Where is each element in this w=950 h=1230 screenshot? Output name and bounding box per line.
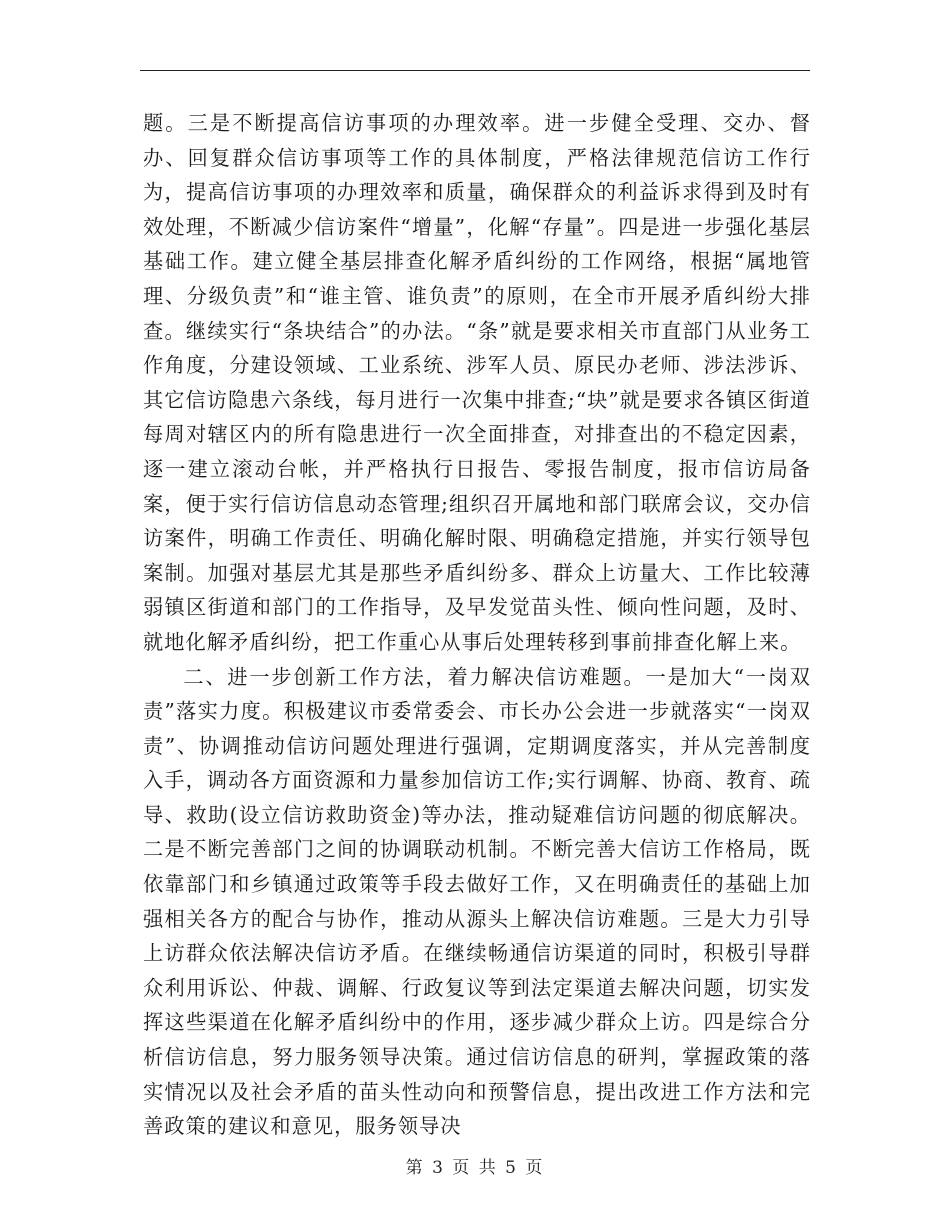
document-body [143,106,811,1144]
paragraph-continuation: 题。三是不断提高信访事项的办理效率。进一步健全受理、交办、督办、回复群众信访事项等工作的具体制度，严格法律规范信访工作行为，提高信访事项的办理效率和质量，确保群众的利益诉求得到及时有效处理，不断减少信访案件“增量”，化解“存量”。四是进一步强化基层基础工作。建立健全基层排查化解矛盾纠纷的工作网络，根据“属地管理、分级负责”和“谁主管、谁负责”的原则，在全市开展矛盾纠纷大排查。继续实行“条块结合”的办法。“条”就是要求相关市直部门从业务工作角度，分建设领域、工业系统、涉军人员、原民办老师、涉法涉诉、其它信访隐患六条线，每月进行一次集中排查;“块”就是要求各镇区街道每周对辖区内的所有隐患进行一次全面排查，对排查出的不稳定因素，逐一建立滚动台帐，并严格执行日报告、零报告制度，报市信访局备案，便于实行信访信息动态管理;组织召开属地和部门联席会议，交办信访案件，明确工作责任、明确化解时限、明确稳定措施，并实行领导包案制。加强对基层尤其是那些矛盾纠纷多、群众上访量大、工作比较薄弱镇区街道和部门的工作指导，及早发觉苗头性、倾向性问题，及时、就地化解矛盾纠纷，把工作重心从事后处理转移到事前排查化解上来。 [143,111,811,654]
paragraph-section-two: 二、进一步创新工作方法，着力解决信访难题。一是加大“一岗双责”落实力度。积极建议市委常委会、市长办公会进一步就落实“一岗双责”、协调推动信访问题处理进行强调，定期调度落实，并从完善制度入手，调动各方面资源和力量参加信访工作;实行调解、协商、教育、疏导、救助(设立信访救助资金)等办法，推动疑难信访问题的彻底解决。二是不断完善部门之间的协调联动机制。不断完善大信访工作格局，既依靠部门和乡镇通过政策等手段去做好工作，又在明确责任的基础上加强相关各方的配合与协作，推动从源头上解决信访难题。三是大力引导上访群众依法解决信访矛盾。在继续畅通信访渠道的同时，积极引导群众利用诉讼、仲裁、调解、行政复议等到法定渠道去解决问题，切实发挥这些渠道在化解矛盾纠纷中的作用，逐步减少群众上访。四是综合分析信访信息，努力服务领导决策。通过信访信息的研判，掌握政策的落实情况以及社会矛盾的苗头性动向和预警信息，提出改进工作方法和完善政策的建议和意见，服务领导决 [143,664,811,1139]
header-rule [140,70,810,71]
page-number-footer: 第 3 页 共 5 页 [405,1158,545,1178]
